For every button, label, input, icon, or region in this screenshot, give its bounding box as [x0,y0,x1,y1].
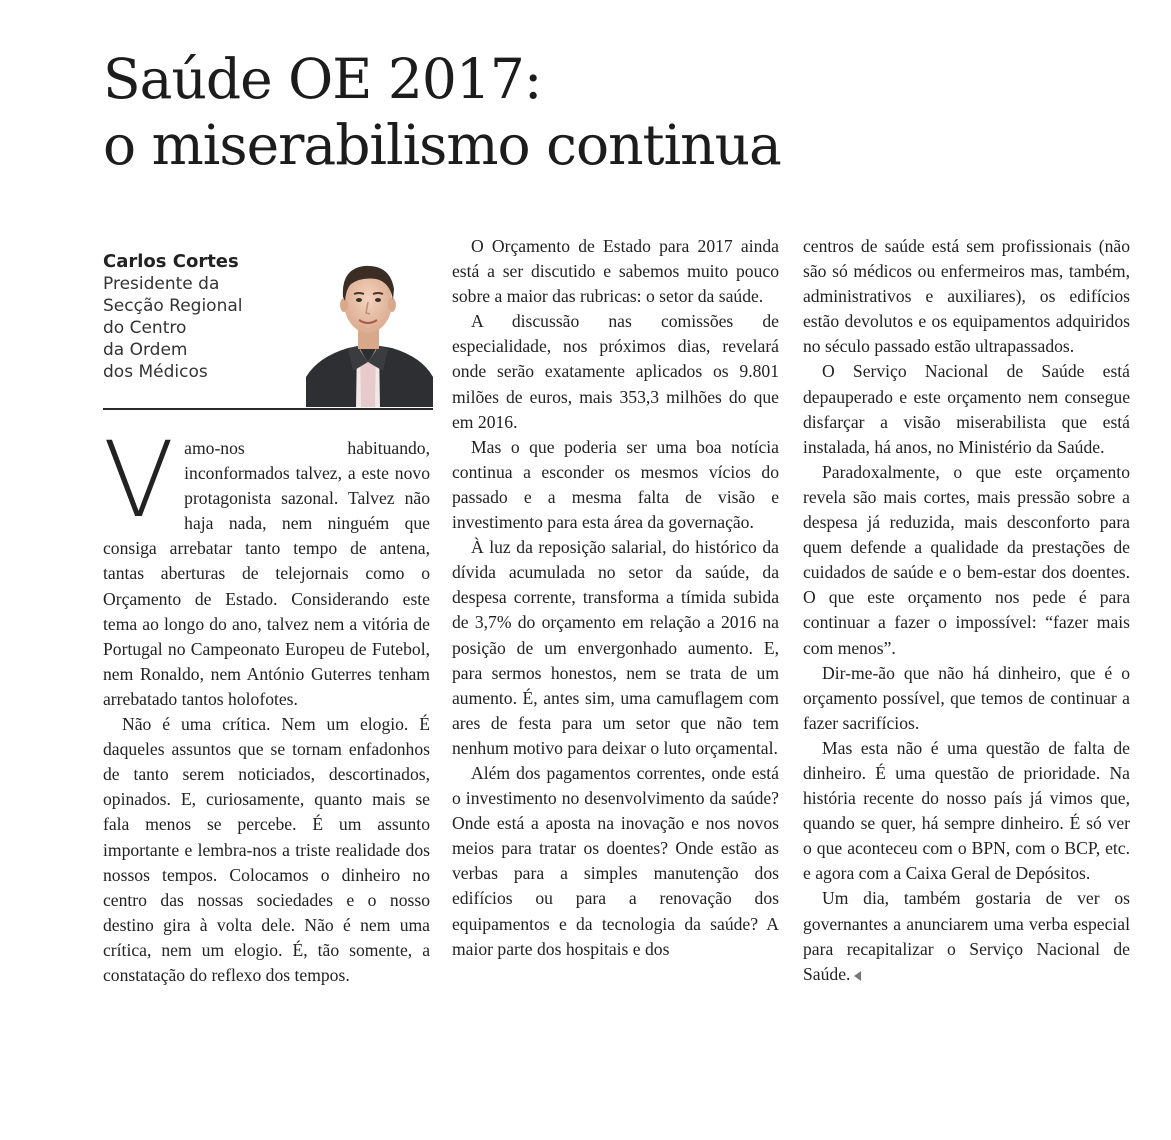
paragraph-text: amo-nos habituando, inconformados talvez, a este novo protagonista sazonal. Talvez não haja nada, nem ninguém que consiga arrebatar tanto tempo de antena, tantas aberturas de telejornais como o Orçamento de Estado. Considerando este tema ao longo do ano, talvez nem a vitória de Portugal no Campeonato Europeu de Futebol, nem Ronaldo, nem António Guterres tenham arrebatado tantos holofotes. [103,438,430,709]
author-role-line-2: Secção Regional [103,296,243,316]
author-info [103,251,273,383]
author-box [103,245,433,410]
paragraph: O Serviço Nacional de Saúde está depauperado e este orçamento nem consegue disfarçar a visão miserabilista que está instalada, há anos, no Ministério da Saúde. [803,361,1130,457]
headline-line-1: Saúde OE 2017: [103,47,542,111]
paragraph: A discussão nas comissões de especialidade, nos próximos dias, revelará onde serão exatamente aplicados os 9.801 milões de euros, mais 353,3 milhões do que em 2016. [452,311,779,432]
paragraph: Não é uma crítica. Nem um elogio. É daqueles assuntos que se tornam enfadonhos de tanto serem noticiados, descortinados, opinados. E, curiosamente, quanto mais se fala menos se percebe. É um assunto importante e lembra-nos a triste realidade dos nossos tempos. Colocamos o dinheiro no centro das nossas sociedades e o nosso destino gira à volta dele. Não é nem uma crítica, nem um elogio. É, tão somente, a constatação do reflexo dos tempos. [103,714,430,985]
paragraph: Paradoxalmente, o que este orçamento revela são mais cortes, mais pressão sobre a despesa já reduzida, mais desconforto para quem defende a qualidade da prestações de cuidados de saúde e o bem-estar dos doentes. O que este orçamento nos pede é para continuar a fazer o impossível: “fazer mais com menos”. [803,461,1130,658]
paragraph [803,886,1130,986]
paragraph [103,436,430,712]
end-of-article-icon [854,971,861,981]
paragraph: À luz da reposição salarial, do histórico da dívida acumulada no setor da saúde, da despesa corrente, transforma a tímida subida de 3,7% do orçamento em relação a 2016 na posição de um envergonhado aumento. E, para sermos honestos, nem se trata de um aumento. É, antes sim, uma camuflagem com ares de festa para um setor que não tem nenhum motivo para deixar o luto orçamental. [452,537,779,758]
author-photo [306,245,433,407]
drop-cap: V [103,436,175,541]
author-name: Carlos Cortes [103,251,239,272]
author-role-line-3: do Centro [103,318,187,338]
paragraph: Dir-me-ão que não há dinheiro, que é o orçamento possível, que temos de continuar a fazer sacrifícios. [803,662,1130,733]
author-role-line-1: Presidente da [103,274,220,294]
headline-line-2: o miserabilismo continua [103,113,781,177]
author-divider [103,408,433,410]
author-role-line-5: dos Médicos [103,362,208,382]
column-3 [803,234,1130,1034]
paragraph: Mas esta não é uma questão de falta de dinheiro. É uma questão de prioridade. Na história recente do nosso país já vimos que, quando se quer, há sempre dinheiro. É só ver o que aconteceu com o BPN, com o BCP, etc. e agora com a Caixa Geral de Depósitos. [803,737,1130,884]
column-2 [452,234,779,1034]
paragraph: Além dos pagamentos correntes, onde está o investimento no desenvolvimento da saúde? Onde está a aposta na inovação e nos novos meios para tratar os doentes? Onde estão as verbas para a simples manutenção dos edifícios ou para a renovação dos equipamentos e da tecnologia da saúde? A maior parte dos hospitais e dos [452,762,779,959]
paragraph: centros de saúde está sem profissionais (não são só médicos ou enfermeiros mas, também, administrativos e auxiliares), os edifícios estão devolutos e os equipamentos adquiridos no século passado estão ultrapassados. [803,236,1130,357]
paragraph-text: Um dia, também gostaria de ver os governantes a anunciarem uma verba especial para recapitalizar o Serviço Nacional de Saúde. [803,888,1130,984]
paragraph: O Orçamento de Estado para 2017 ainda está a ser discutido e sabemos muito pouco sobre a maior das rubricas: o setor da saúde. [452,236,779,307]
paragraph: Mas o que poderia ser uma boa notícia continua a esconder os mesmos vícios do passado e a mesma falta de visão e investimento para esta área da governação. [452,436,779,533]
author-role-line-4: da Ordem [103,340,188,360]
headline [103,46,1103,178]
column-1 [103,436,430,1086]
